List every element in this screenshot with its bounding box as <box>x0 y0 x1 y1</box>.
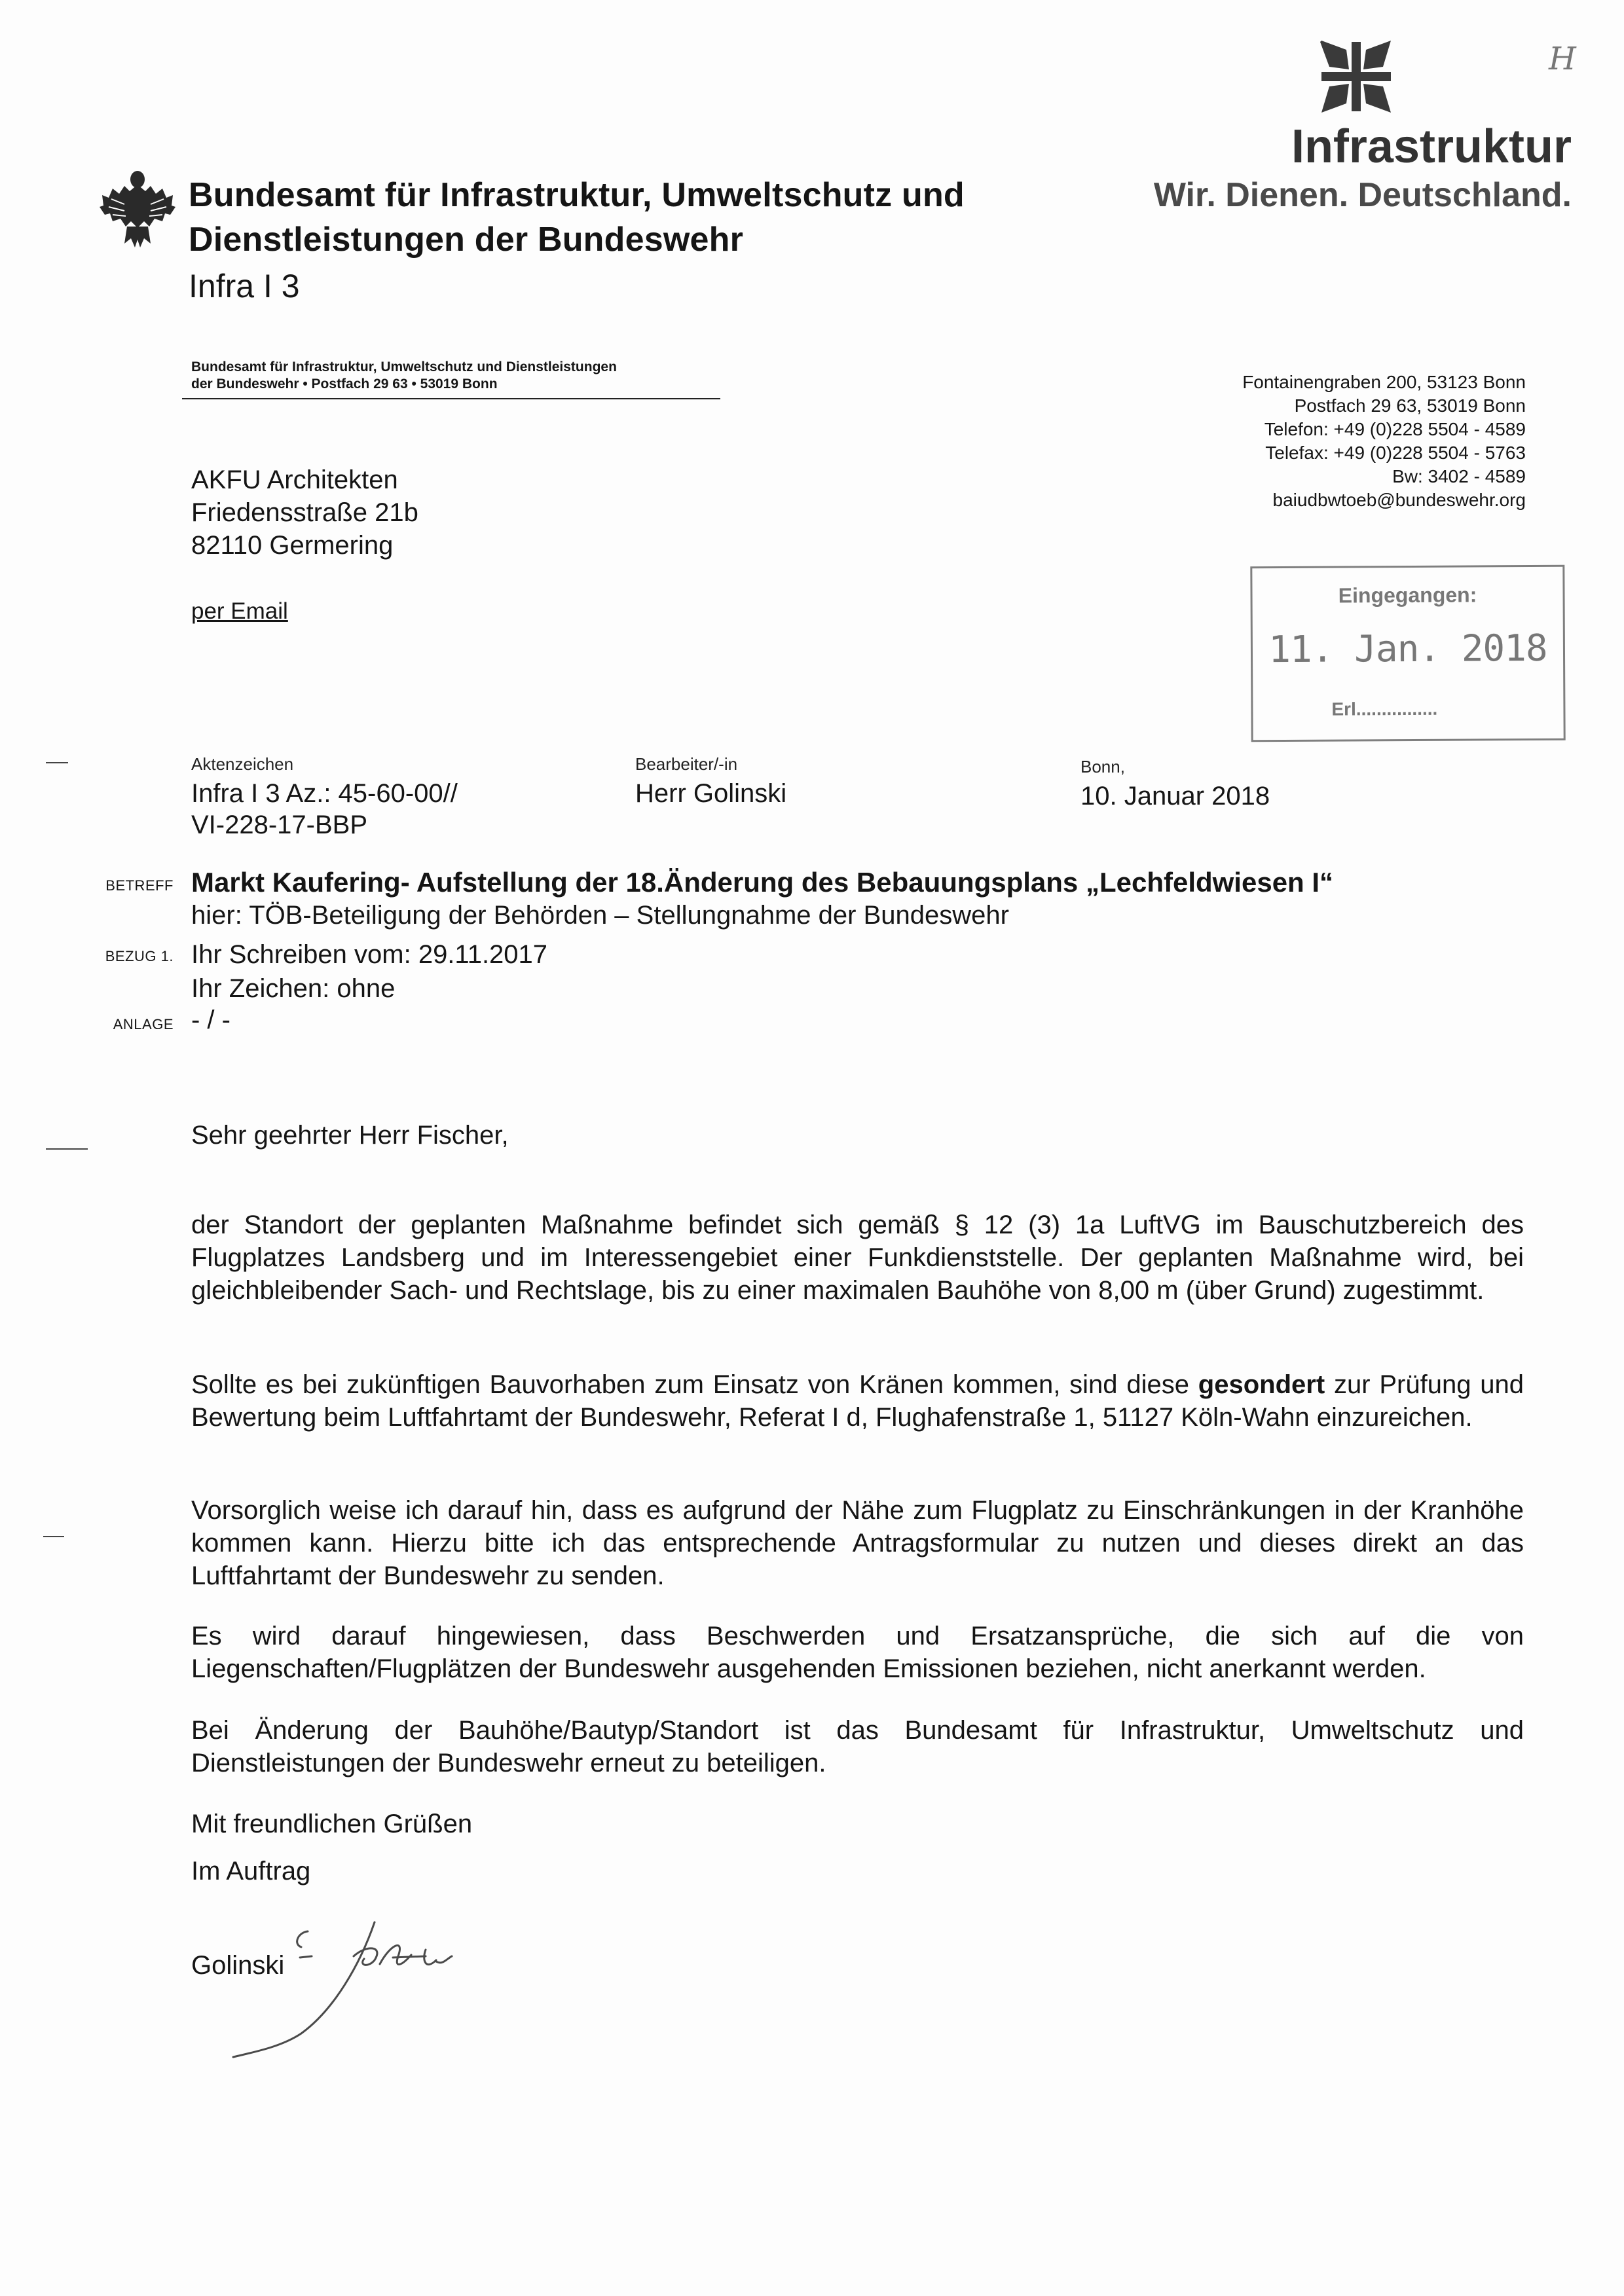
place-label: Bonn, <box>1080 757 1125 776</box>
subject-subtitle: hier: TÖB-Beteiligung der Behörden – Stellungnahme der Bundeswehr <box>191 901 1009 930</box>
return-address <box>191 359 617 393</box>
reference-value <box>191 778 458 841</box>
closing-on-behalf: Im Auftrag <box>191 1857 311 1886</box>
salutation: Sehr geehrter Herr Fischer, <box>191 1121 509 1150</box>
iron-cross-icon <box>1316 37 1396 117</box>
contact-pobox: Postfach 29 63, 53019 Bonn <box>1294 395 1526 416</box>
stamp-date: 11. Jan. 2018 <box>1268 627 1547 672</box>
return-address-rule <box>182 398 720 399</box>
signatory-name: Golinski <box>191 1951 285 1980</box>
stamp-erl: Erl................ <box>1331 698 1438 720</box>
clerk-value: Herr Golinski <box>635 779 787 808</box>
paragraph-5: Bei Änderung der Bauhöhe/Bautyp/Standort ist das Bundesamt für Infrastruktur, Umweltschutz und Dienstleistungen der Bundeswehr erneut zu beteiligen. <box>191 1716 1524 1777</box>
brand-wordmark: Infrastruktur <box>1291 120 1572 173</box>
attachment-value: - / - <box>191 1006 231 1034</box>
reference-line1: Infra I 3 Az.: 45-60-00// <box>191 779 458 808</box>
delivery-method: per Email <box>191 598 288 624</box>
reference-letter-date: Ihr Schreiben vom: 29.11.2017 <box>191 940 548 969</box>
fold-mark <box>46 762 68 763</box>
reference-sign: Ihr Zeichen: ohne <box>191 974 396 1003</box>
received-stamp <box>1250 565 1565 742</box>
recipient-city: 82110 Germering <box>191 531 394 560</box>
paragraph-2-part2: zur Prüfung und Bewertung beim Luftfahrtamt der Bundeswehr, Referat I d, Flughafenstraße 1, 51127 Köln-Wahn einzureichen. <box>191 1370 1524 1432</box>
paragraph-2 <box>191 1368 1524 1434</box>
subject-label: BETREFF <box>105 877 174 894</box>
recipient-name: AKFU Architekten <box>191 465 398 494</box>
clerk-label: Bearbeiter/-in <box>635 754 738 774</box>
reference-side-label: BEZUG 1. <box>105 948 174 964</box>
federal-eagle-icon <box>98 165 177 249</box>
paragraph-2-part1: Sollte es bei zukünftigen Bauvorhaben zum Einsatz von Kränen kommen, sind diese <box>191 1370 1198 1399</box>
agency-name-line1: Bundesamt für Infrastruktur, Umweltschutz und <box>189 176 965 214</box>
contact-fax: Telefax: +49 (0)228 5504 - 5763 <box>1265 443 1526 463</box>
reference-block <box>191 938 547 1006</box>
reference-line2: VI-228-17-BBP <box>191 811 368 839</box>
letter-date: 10. Januar 2018 <box>1080 782 1270 811</box>
paragraph-1: der Standort der geplanten Maßnahme befindet sich gemäß § 12 (3) 1a LuftVG im Bauschutzbereich des Flugplatzes Landsberg und im Interessengebiet einer Funkdienststelle. Der geplanten Maßnahme wird, bei gleichbleibender Sach- und Rechtslage, bis zu einer maximalen Bauhöhe von 8,00 m (über Grund) zugestimmt. <box>191 1211 1524 1305</box>
return-address-line1: Bundesamt für Infrastruktur, Umweltschutz und Dienstleistungen <box>191 359 617 374</box>
paragraph-3: Vorsorglich weise ich darauf hin, dass es aufgrund der Nähe zum Flugplatz zu Einschränkungen in der Kranhöhe kommen kann. Hierzu bitte ich das entsprechende Antragsformular zu nutzen und dieses direkt an das Luftfahrtamt der Bundeswehr zu senden. <box>191 1496 1524 1590</box>
fold-mark <box>46 1148 88 1150</box>
paragraph-2-emphasis: gesondert <box>1198 1370 1325 1399</box>
corner-note: H <box>1549 41 1576 77</box>
agency-name <box>189 173 965 262</box>
recipient-street: Friedensstraße 21b <box>191 498 418 527</box>
contact-block <box>1080 371 1526 512</box>
return-address-line2: der Bundeswehr • Postfach 29 63 • 53019 Bonn <box>191 376 498 392</box>
signature <box>229 1918 478 2062</box>
stamp-title: Eingegangen: <box>1338 583 1477 608</box>
contact-bw: Bw: 3402 - 4589 <box>1392 466 1526 486</box>
subject-title: Markt Kaufering- Aufstellung der 18.Änderung des Bebauungsplans „Lechfeldwiesen I“ <box>191 867 1334 898</box>
unit-name: Infra I 3 <box>189 268 300 304</box>
recipient-address <box>191 464 418 562</box>
contact-street: Fontainengraben 200, 53123 Bonn <box>1242 372 1526 392</box>
contact-email: baiudbwtoeb@bundeswehr.org <box>1272 490 1526 510</box>
closing-greeting: Mit freundlichen Grüßen <box>191 1810 473 1838</box>
brand-tagline: Wir. Dienen. Deutschland. <box>1153 176 1572 214</box>
attachment-label: ANLAGE <box>113 1016 174 1032</box>
agency-name-line2: Dienstleistungen der Bundeswehr <box>189 221 744 259</box>
contact-phone: Telefon: +49 (0)228 5504 - 4589 <box>1264 419 1526 439</box>
paragraph-4: Es wird darauf hingewiesen, dass Beschwerden und Ersatzansprüche, die sich auf die von Liegenschaften/Flugplätzen der Bundeswehr ausgehenden Emissionen beziehen, nicht anerkannt werden. <box>191 1622 1524 1683</box>
fold-mark <box>43 1536 64 1537</box>
reference-label: Aktenzeichen <box>191 754 294 774</box>
